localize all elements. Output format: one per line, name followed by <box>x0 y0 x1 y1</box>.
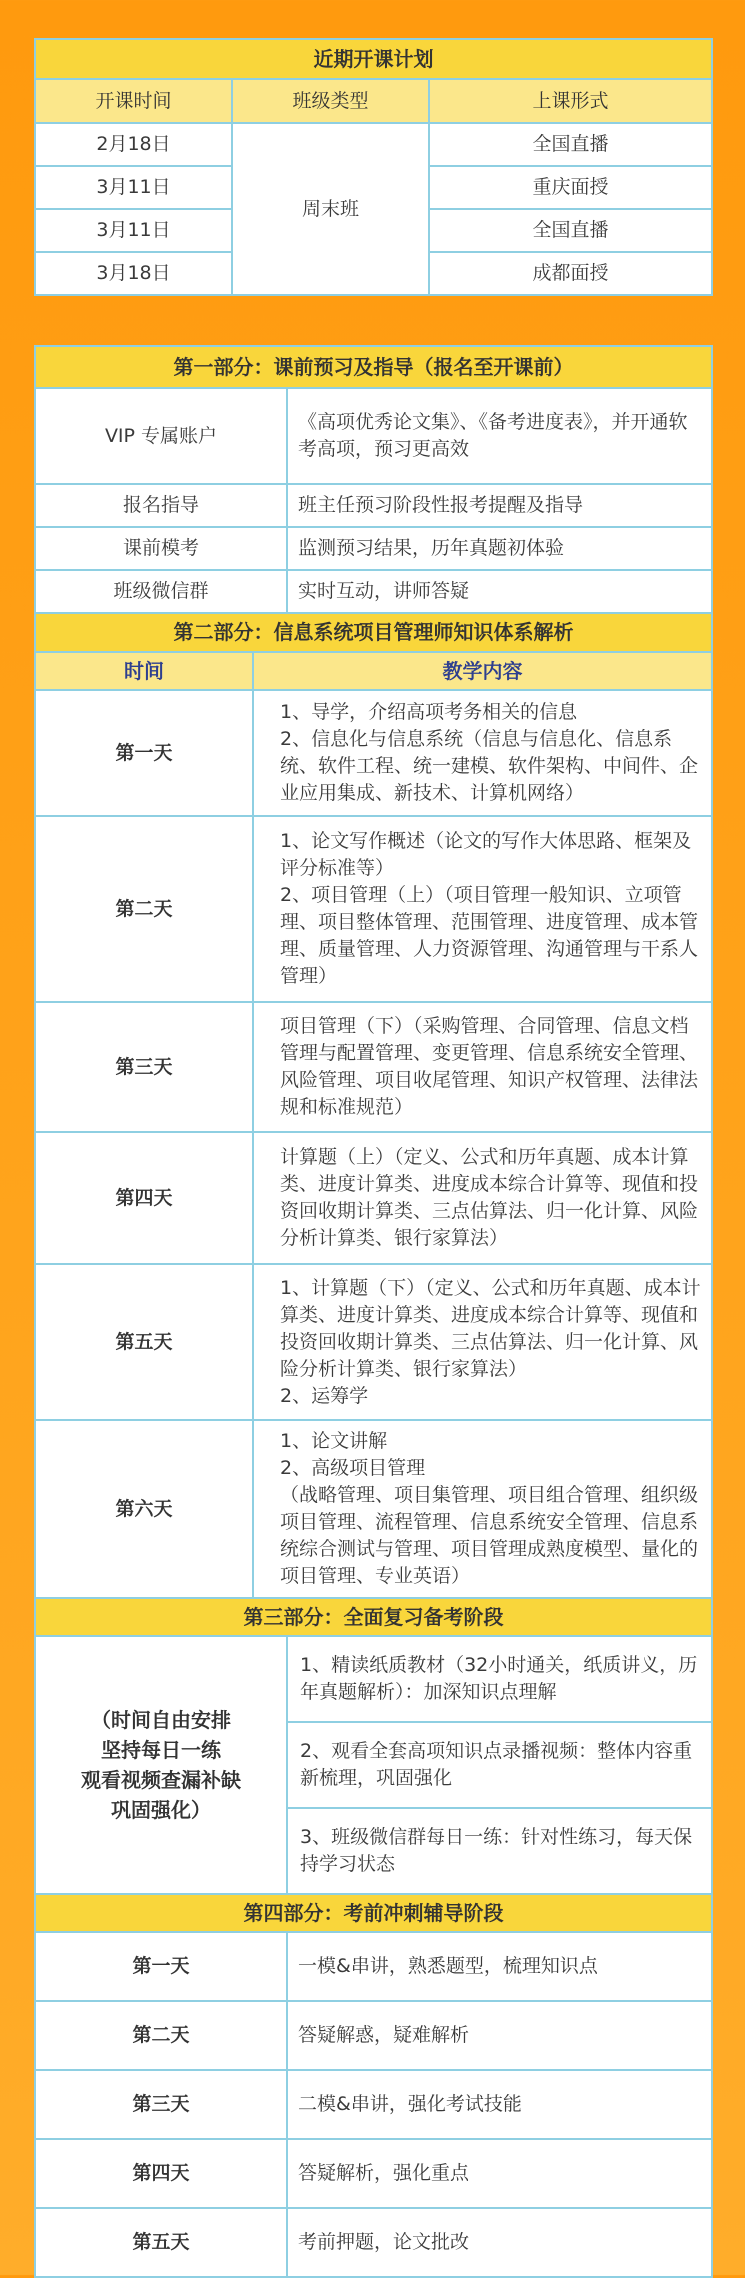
header-date: 开课时间 <box>35 79 232 123</box>
sprint-day-content: 答疑解析，强化重点 <box>287 2139 712 2208</box>
schedule-format: 重庆面授 <box>429 166 712 209</box>
schedule-table <box>34 38 713 296</box>
header-format: 上课形式 <box>429 79 712 123</box>
sprint-day-label: 第三天 <box>35 2070 287 2139</box>
part3-item: 1、精读纸质教材（32小时通关，纸质讲义，历年真题解析）：加深知识点理解 <box>287 1636 712 1722</box>
part3-item: 2、观看全套高项知识点录播视频：整体内容重新梳理，巩固强化 <box>287 1722 712 1808</box>
part1-label: 课前模考 <box>35 527 287 570</box>
header-class-type: 班级类型 <box>232 79 429 123</box>
sprint-day-label: 第五天 <box>35 2208 287 2277</box>
day-label: 第五天 <box>35 1264 253 1420</box>
sprint-day-content: 一模&串讲，熟悉题型，梳理知识点 <box>287 1932 712 2001</box>
sprint-day-content: 答疑解惑，疑难解析 <box>287 2001 712 2070</box>
schedule-date: 3月11日 <box>35 166 232 209</box>
schedule-date: 3月11日 <box>35 209 232 252</box>
part2-header-time: 时间 <box>35 652 253 690</box>
sprint-day-label: 第一天 <box>35 1932 287 2001</box>
part2-title: 第二部分：信息系统项目管理师知识体系解析 <box>35 613 712 652</box>
part4-title: 第四部分：考前冲刺辅导阶段 <box>35 1894 712 1932</box>
part3-schedule-note: （时间自由安排 坚持每日一练 观看视频查漏补缺 巩固强化） <box>35 1636 287 1894</box>
day-label: 第六天 <box>35 1420 253 1598</box>
part1-content: 监测预习结果，历年真题初体验 <box>287 527 712 570</box>
part1-content: 实时互动，讲师答疑 <box>287 570 712 613</box>
schedule-format: 成都面授 <box>429 252 712 295</box>
schedule-format: 全国直播 <box>429 209 712 252</box>
part1-label: 报名指导 <box>35 484 287 527</box>
part1-label: 班级微信群 <box>35 570 287 613</box>
part3-title: 第三部分：全面复习备考阶段 <box>35 1598 712 1636</box>
curriculum-table <box>34 345 713 2278</box>
day-label: 第二天 <box>35 816 253 1002</box>
day-content: 项目管理（下）（采购管理、合同管理、信息文档管理与配置管理、变更管理、信息系统安全管理、风险管理、项目收尾管理、知识产权管理、法律法规和标准规范） <box>253 1002 712 1132</box>
schedule-format: 全国直播 <box>429 123 712 166</box>
part2-header-content: 教学内容 <box>253 652 712 690</box>
day-label: 第三天 <box>35 1002 253 1132</box>
sprint-day-label: 第四天 <box>35 2139 287 2208</box>
schedule-title: 近期开课计划 <box>35 39 712 79</box>
part1-title: 第一部分：课前预习及指导（报名至开课前） <box>35 346 712 388</box>
schedule-date: 2月18日 <box>35 123 232 166</box>
schedule-date: 3月18日 <box>35 252 232 295</box>
day-content: 1、论文写作概述（论文的写作大体思路、框架及评分标准等） 2、项目管理（上）（项目管理一般知识、立项管理、项目整体管理、范围管理、进度管理、成本管理、质量管理、人力资源管理、沟通管理与干系人管理） <box>253 816 712 1002</box>
part3-item: 3、班级微信群每日一练：针对性练习，每天保持学习状态 <box>287 1808 712 1894</box>
day-content: 1、计算题（下）（定义、公式和历年真题、成本计算类、进度计算类、进度成本综合计算等、现值和投资回收期计算类、三点估算法、归一化计算、风险分析计算类、银行家算法） 2、运筹学 <box>253 1264 712 1420</box>
sprint-day-content: 考前押题，论文批改 <box>287 2208 712 2277</box>
part1-content: 班主任预习阶段性报考提醒及指导 <box>287 484 712 527</box>
part1-content: 《高项优秀论文集》、《备考进度表》，并开通软考高项，预习更高效 <box>287 388 712 484</box>
part1-label: VIP 专属账户 <box>35 388 287 484</box>
class-type: 周末班 <box>232 123 429 295</box>
day-content: 1、论文讲解 2、高级项目管理 （战略管理、项目集管理、项目组合管理、组织级项目管理、流程管理、信息系统安全管理、信息系统综合测试与管理、项目管理成熟度模型、量化的项目管理、专业英语） <box>253 1420 712 1598</box>
day-content: 1、导学，介绍高项考务相关的信息 2、信息化与信息系统（信息与信息化、信息系统、软件工程、统一建模、软件架构、中间件、企业应用集成、新技术、计算机网络） <box>253 690 712 816</box>
sprint-day-label: 第二天 <box>35 2001 287 2070</box>
day-label: 第四天 <box>35 1132 253 1264</box>
day-label: 第一天 <box>35 690 253 816</box>
day-content: 计算题（上）（定义、公式和历年真题、成本计算类、进度计算类、进度成本综合计算等、现值和投资回收期计算类、三点估算法、归一化计算、风险分析计算类、银行家算法） <box>253 1132 712 1264</box>
sprint-day-content: 二模&串讲，强化考试技能 <box>287 2070 712 2139</box>
